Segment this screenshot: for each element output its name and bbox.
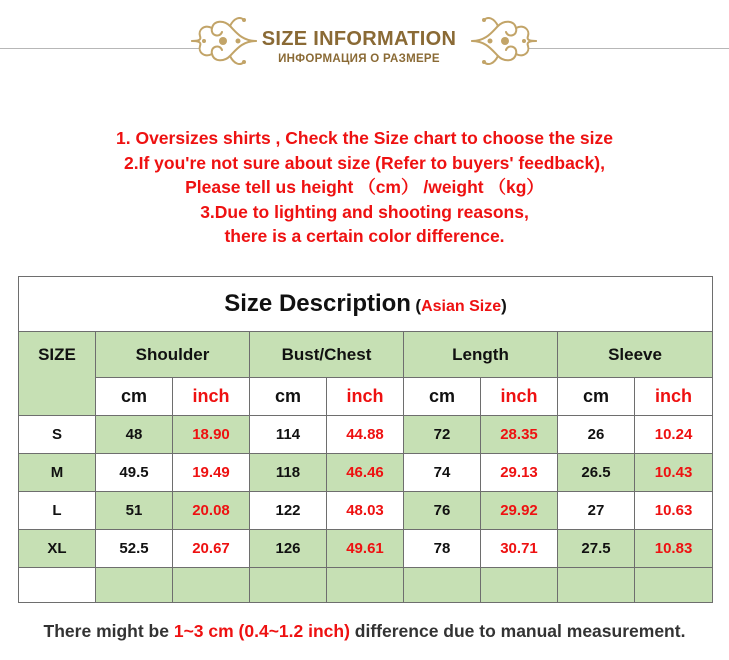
- note-line: Please tell us height （cm） /weight （kg）: [185, 177, 544, 197]
- asian-size-note: Asian Size: [421, 298, 502, 315]
- disclaimer-prefix: There might be: [43, 621, 174, 641]
- inch-value: 19.49: [173, 454, 250, 492]
- unit-inch: inch: [327, 378, 404, 416]
- table-row: [19, 530, 713, 568]
- inch-value: 10.83: [635, 530, 713, 568]
- cm-value: 27.5: [558, 530, 635, 568]
- unit-cm: cm: [250, 378, 327, 416]
- table-title: Size Description: [224, 290, 411, 317]
- size-label: L: [19, 492, 96, 530]
- cm-value: 78: [404, 530, 481, 568]
- length-header: Length: [404, 332, 558, 378]
- size-label: S: [19, 416, 96, 454]
- cm-value: 72: [404, 416, 481, 454]
- title-paren-close: ): [501, 296, 507, 315]
- banner-title: SIZE INFORMATION: [261, 28, 457, 50]
- size-notes: [0, 126, 729, 249]
- sleeve-header: Sleeve: [558, 332, 713, 378]
- unit-cm: cm: [404, 378, 481, 416]
- empty-cell: [635, 568, 713, 603]
- empty-cell: [250, 568, 327, 603]
- cm-value: 27: [558, 492, 635, 530]
- inch-value: 44.88: [327, 416, 404, 454]
- inch-value: 28.35: [481, 416, 558, 454]
- note-line: 1. Oversizes shirts , Check the Size chart to choose the size: [116, 128, 613, 148]
- unit-cm: cm: [558, 378, 635, 416]
- note-line: 2.If you're not sure about size (Refer to buyers' feedback),: [124, 152, 605, 173]
- note-line: 3.Due to lighting and shooting reasons,: [200, 201, 529, 222]
- table-row: [19, 492, 713, 530]
- size-information-banner: [0, 0, 729, 80]
- banner-divider-left: [0, 48, 200, 49]
- shoulder-header: Shoulder: [96, 332, 250, 378]
- unit-inch: inch: [481, 378, 558, 416]
- disclaimer-suffix: difference due to manual measurement.: [349, 621, 686, 641]
- size-label: M: [19, 454, 96, 492]
- cm-value: 114: [250, 416, 327, 454]
- unit-cm: cm: [96, 378, 173, 416]
- inch-value: 20.67: [173, 530, 250, 568]
- empty-row: [19, 568, 713, 603]
- empty-cell: [481, 568, 558, 603]
- inch-value: 18.90: [173, 416, 250, 454]
- disclaimer-highlight: 1~3 cm (0.4~1.2 inch): [173, 621, 350, 641]
- size-column-header: SIZE: [19, 332, 96, 416]
- table-title-cell: [19, 277, 713, 332]
- banner-subtitle: ИНФОРМАЦИЯ О РАЗМЕРЕ: [278, 53, 440, 65]
- banner-divider-right: [528, 48, 729, 49]
- cm-value: 76: [404, 492, 481, 530]
- empty-cell: [558, 568, 635, 603]
- cm-value: 26.5: [558, 454, 635, 492]
- cm-value: 51: [96, 492, 173, 530]
- cm-value: 126: [250, 530, 327, 568]
- size-chart-table: [18, 276, 713, 603]
- title-paren-open: (: [415, 296, 422, 315]
- table-row: [19, 454, 713, 492]
- cm-value: 122: [250, 492, 327, 530]
- measurement-disclaimer: [0, 621, 729, 642]
- inch-value: 49.61: [327, 530, 404, 568]
- empty-cell: [173, 568, 250, 603]
- cm-value: 49.5: [96, 454, 173, 492]
- note-line: there is a certain color difference.: [224, 226, 505, 246]
- unit-row: [19, 378, 713, 416]
- cm-value: 52.5: [96, 530, 173, 568]
- empty-cell: [404, 568, 481, 603]
- cm-value: 26: [558, 416, 635, 454]
- table-header-row: [19, 332, 713, 378]
- empty-cell: [327, 568, 404, 603]
- bust-chest-header: Bust/Chest: [250, 332, 404, 378]
- empty-cell: [96, 568, 173, 603]
- cm-value: 74: [404, 454, 481, 492]
- ornament-right-icon: [468, 12, 538, 70]
- inch-value: 10.63: [635, 492, 713, 530]
- empty-cell: [19, 568, 96, 603]
- unit-inch: inch: [173, 378, 250, 416]
- unit-inch: inch: [635, 378, 713, 416]
- size-label: XL: [19, 530, 96, 568]
- table-row: [19, 416, 713, 454]
- inch-value: 10.43: [635, 454, 713, 492]
- cm-value: 48: [96, 416, 173, 454]
- inch-value: 10.24: [635, 416, 713, 454]
- inch-value: 29.92: [481, 492, 558, 530]
- inch-value: 20.08: [173, 492, 250, 530]
- inch-value: 46.46: [327, 454, 404, 492]
- inch-value: 29.13: [481, 454, 558, 492]
- inch-value: 48.03: [327, 492, 404, 530]
- cm-value: 118: [250, 454, 327, 492]
- inch-value: 30.71: [481, 530, 558, 568]
